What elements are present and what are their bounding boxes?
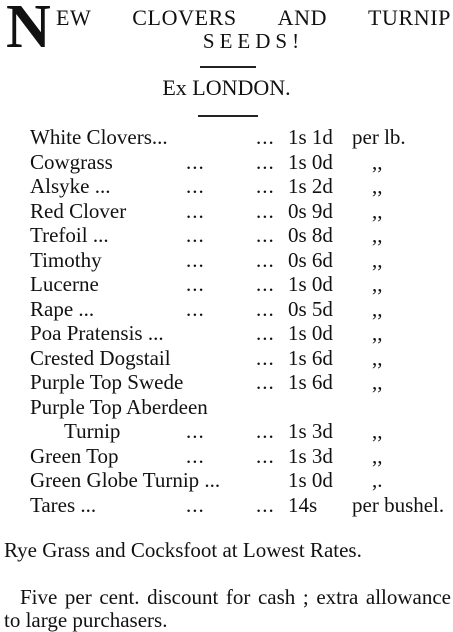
item-unit: ,, — [372, 223, 383, 247]
item-name: Red Clover — [30, 198, 127, 223]
item-price: 0s 8d — [288, 223, 333, 247]
item-name: Trefoil ... — [30, 223, 109, 247]
item-price: 1s 2d — [288, 174, 333, 198]
item-price: 0s 6d — [288, 247, 333, 272]
item-price: 1s 1d — [288, 125, 333, 149]
item-name: Tares ... — [30, 492, 97, 517]
leader-dots: ... — [256, 492, 275, 517]
item-name: Purple Top Aberdeen — [30, 394, 208, 419]
headline-line-1 — [56, 6, 451, 30]
item-price: 1s 0d — [288, 272, 333, 296]
item-unit: per bushel. — [352, 492, 445, 517]
leader-dots: ... — [256, 345, 275, 370]
price-row — [0, 174, 453, 199]
leader-dots: ... — [256, 370, 275, 394]
item-unit: ,, — [372, 419, 383, 443]
item-price: 1s 3d — [288, 443, 333, 468]
item-name: Purple Top Swede — [30, 370, 184, 394]
headline-word: AND — [277, 5, 328, 30]
leader-dots: ... — [256, 443, 275, 468]
headline-word: TURNIP — [367, 5, 451, 30]
item-name: Turnip — [64, 419, 121, 443]
price-row — [0, 419, 453, 444]
leader-dots: ... — [256, 419, 275, 443]
price-row — [0, 199, 453, 224]
price-row — [0, 125, 453, 150]
leader-dots: ... — [256, 321, 275, 345]
item-unit: ,, — [372, 149, 383, 174]
item-name: Crested Dogstail — [30, 345, 171, 370]
item-unit: ,. — [372, 468, 383, 492]
item-price: 1s 3d — [288, 419, 333, 443]
price-row — [0, 444, 453, 469]
price-row — [0, 468, 453, 493]
divider-rule — [200, 66, 256, 68]
leader-dots: ... — [186, 247, 205, 272]
item-price: 0s 9d — [288, 198, 333, 223]
item-price: 1s 0d — [288, 321, 333, 345]
leader-dots: ... — [256, 272, 275, 296]
item-price: 1s 0d — [288, 149, 333, 174]
discount-paragraph: Five per cent. discount for cash ; extra allowance to large purchasers. — [4, 585, 451, 632]
drop-cap: N — [6, 0, 51, 61]
item-price: 1s 6d — [288, 370, 333, 394]
leader-dots: ... — [256, 198, 275, 223]
item-name: Green Top — [30, 443, 119, 468]
leader-dots: ... — [186, 296, 205, 321]
item-price: 1s 6d — [288, 345, 333, 370]
note-paragraph: Rye Grass and Cocksfoot at Lowest Rates. — [4, 538, 362, 562]
item-unit: ,, — [372, 174, 383, 198]
headline — [6, 0, 451, 61]
item-unit: per lb. — [352, 125, 406, 149]
leader-dots: ... — [186, 419, 205, 443]
item-unit: ,, — [372, 247, 383, 272]
leader-dots: ... — [256, 223, 275, 247]
price-row — [0, 370, 453, 395]
item-unit: ,, — [372, 198, 383, 223]
leader-dots: ... — [186, 443, 205, 468]
item-name: Poa Pratensis ... — [30, 321, 164, 345]
headline-word: EW — [56, 5, 92, 30]
subheading: Ex LONDON. — [162, 75, 291, 100]
item-unit: ,, — [372, 443, 383, 468]
headline-word: CLOVERS — [132, 5, 237, 30]
leader-dots: ... — [186, 149, 205, 174]
leader-dots: ... — [186, 492, 205, 517]
divider-rule — [198, 115, 258, 117]
price-row — [0, 346, 453, 371]
leader-dots: ... — [186, 198, 205, 223]
item-name: Timothy — [30, 247, 102, 272]
item-name: White Clovers... — [30, 125, 168, 149]
leader-dots: ... — [256, 296, 275, 321]
item-unit: ,, — [372, 296, 383, 321]
item-unit: ,, — [372, 370, 383, 394]
leader-dots: ... — [256, 125, 275, 149]
item-unit: ,, — [372, 345, 383, 370]
leader-dots: ... — [186, 223, 205, 247]
item-name: Lucerne — [30, 272, 99, 296]
price-row — [0, 297, 453, 322]
leader-dots: ... — [186, 272, 205, 296]
leader-dots: ... — [186, 174, 205, 198]
item-unit: ,, — [372, 321, 383, 345]
headline-line-2: SEEDS! — [202, 29, 305, 53]
item-name: Cowgrass — [30, 149, 113, 174]
item-name: Alsyke ... — [30, 174, 111, 198]
price-list — [0, 125, 453, 517]
item-unit: ,, — [372, 272, 383, 296]
price-row — [0, 223, 453, 248]
price-row — [0, 321, 453, 346]
leader-dots: ... — [256, 247, 275, 272]
item-price: 0s 5d — [288, 296, 333, 321]
item-price: 1s 0d — [288, 468, 333, 492]
price-row — [0, 248, 453, 273]
price-row — [0, 272, 453, 297]
item-name: Green Globe Turnip ... — [30, 468, 221, 492]
price-row — [0, 493, 453, 518]
price-row — [0, 395, 453, 420]
item-name: Rape ... — [30, 296, 95, 321]
leader-dots: ... — [256, 149, 275, 174]
price-row — [0, 150, 453, 175]
item-price: 14s — [288, 492, 318, 517]
leader-dots: ... — [256, 174, 275, 198]
